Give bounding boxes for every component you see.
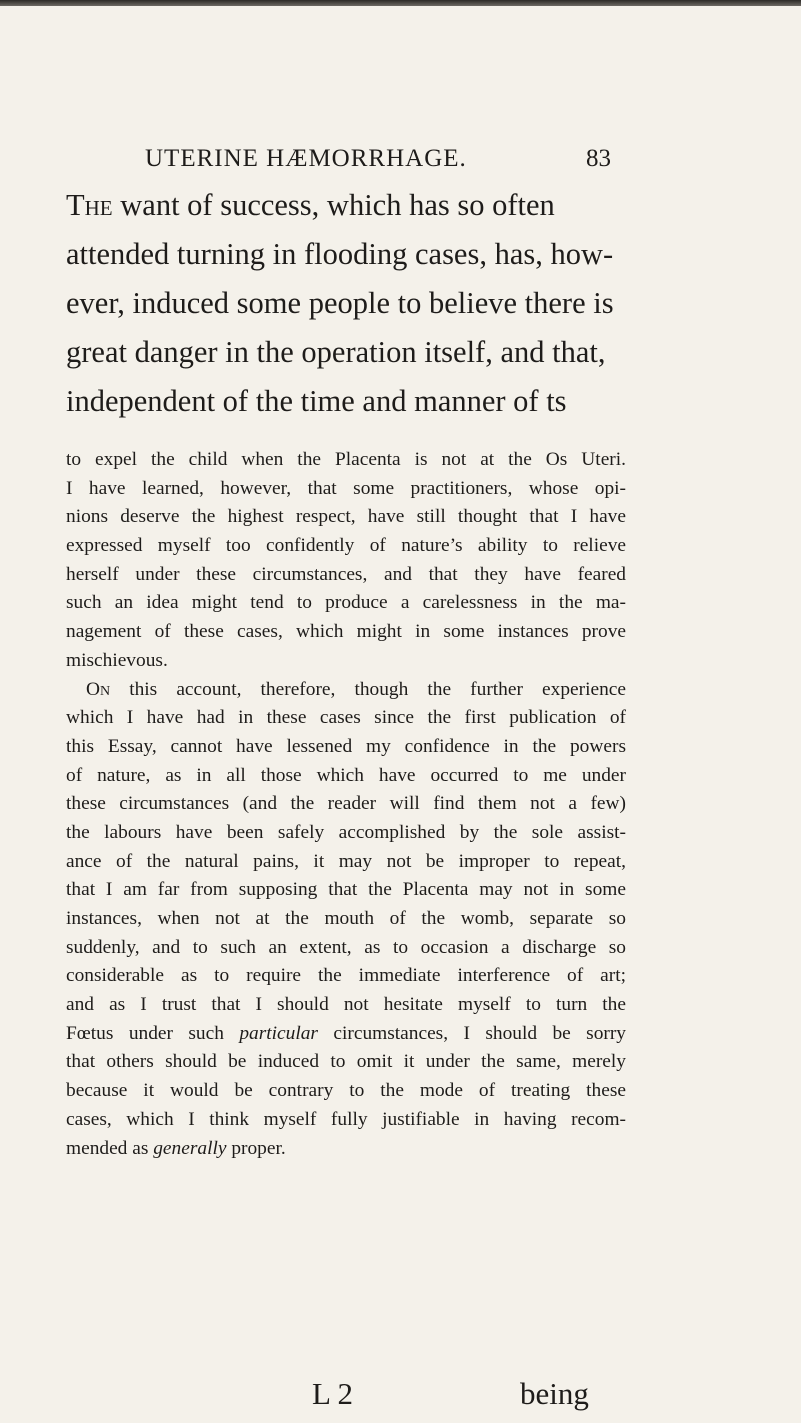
page-footer [0,1376,801,1416]
text-line: the labours have been safely accomplished by the sole assist- [66,821,626,843]
text-line: because it would be contrary to the mode of treating these [66,1080,626,1102]
text-line: suddenly, and to such an extent, as to occasion a discharge so [66,936,626,958]
top-edge-rule [0,0,801,6]
running-head [0,145,801,175]
text-line: nions deserve the highest respect, have still thought that I have [66,506,626,528]
text-segment: Fœtus under such [66,1022,240,1044]
text-line: such an idea might tend to produce a carelessness in the ma- [66,592,626,614]
text-line: these circumstances (and the reader will find them not a few) [66,793,626,815]
text-line: and as I trust that I should not hesitate myself to turn the [66,994,626,1016]
italic-phrase: generally [153,1137,227,1159]
text-line [66,181,626,230]
text-segment: circumstances, I should be sorry [317,1022,626,1044]
text-line: instances, when not at the mouth of the womb, separate so [66,908,626,929]
text-line: nagement of these cases, which might in some instances prove [66,621,626,643]
italic-phrase: particular [239,1022,318,1044]
text-line: considerable as to require the immediate interference of art; [66,965,626,987]
text-line: ance of the natural pains, it may not be improper to repeat, [66,850,626,872]
text-line: ever, induced some people to believe there is [66,286,614,320]
catchword: being [520,1376,589,1411]
text-line-rest: want of success, which has so often [112,188,555,222]
large-type-paragraph [66,181,626,426]
text-line: that I am far from supposing that the Placenta may not in some [66,879,626,901]
paragraph-lead-word: On [86,678,111,700]
text-line [66,1135,626,1164]
text-line: I have learned, however, that some practitioners, whose opi- [66,477,626,499]
text-line: herself under these circumstances, and that they have feared [66,563,626,585]
text-line [66,1020,626,1049]
text-line: this Essay, cannot have lessened my confidence in the powers [66,735,626,757]
text-line [66,676,626,705]
text-line: of nature, as in all those which have occurred to me under [66,764,626,786]
text-line: attended turning in flooding cases, has, how- [66,237,614,271]
text-line: mischievous. [66,649,168,671]
text-segment: mended as [66,1137,154,1159]
text-line-rest: this account, therefore, though the further experience [110,678,626,700]
text-line: independent of the time and manner of ts [66,384,567,418]
page-number: 83 [586,145,611,172]
text-line: to expel the child when the Placenta is not at the Os Uteri. [66,449,626,470]
text-line: which I have had in these cases since the first publication of [66,707,626,729]
text-line: cases, which I think myself fully justifiable in having recom- [66,1108,626,1130]
text-line: expressed myself too confidently of nature’s ability to relieve [66,535,626,557]
signature-mark: L 2 [312,1376,354,1411]
small-type-body [66,446,626,1163]
text-segment: proper. [226,1137,286,1159]
paragraph-lead-word: The [66,188,113,222]
text-line: great danger in the operation itself, and that, [66,335,606,369]
running-title: UTERINE HÆMORRHAGE. [145,145,467,172]
text-line: that others should be induced to omit it under the same, merely [66,1051,626,1073]
